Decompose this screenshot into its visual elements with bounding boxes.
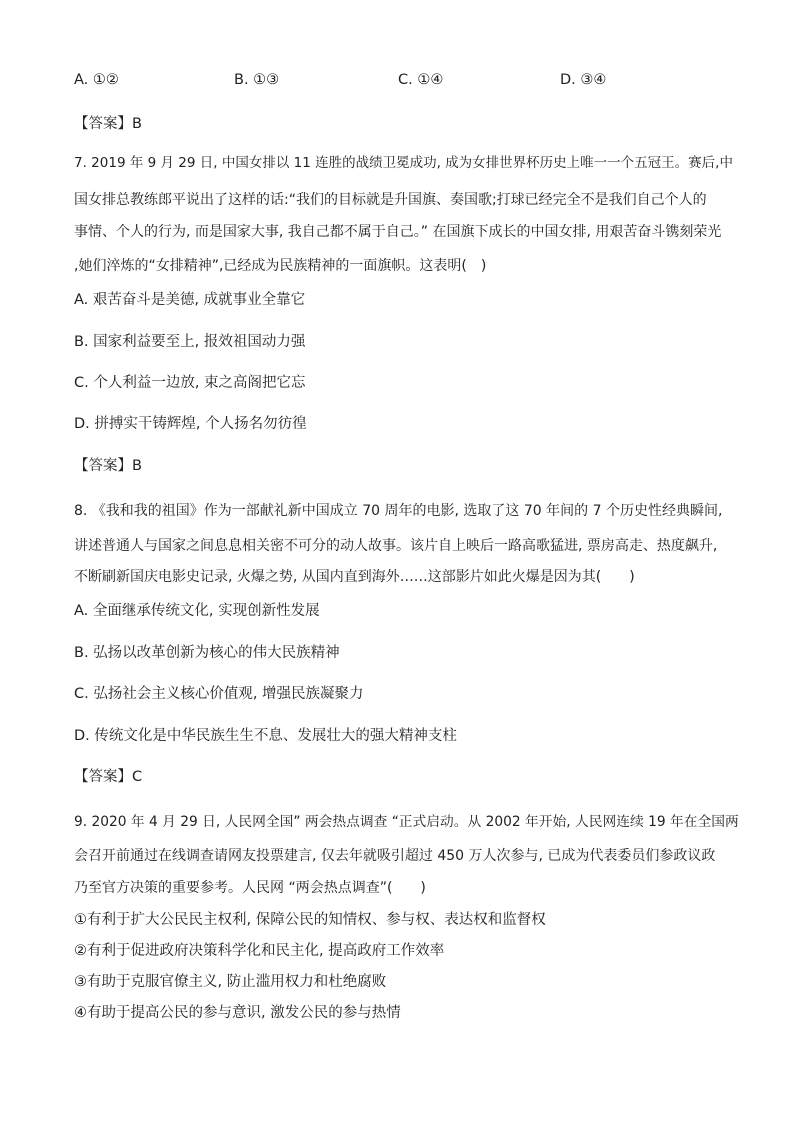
q6-option-a: A. ①② [74, 72, 119, 88]
q9-stem-line-2: 会召开前通过在线调查请网友投票建言, 仅去年就吸引超过 450 万人次参与, 已成为代表委员们参政议政 [74, 848, 716, 864]
q7-option-d: D. 拼搏实干铸辉煌, 个人扬名勿彷徨 [74, 416, 307, 432]
q8-option-d: D. 传统文化是中华民族生生不息、发展壮大的强大精神支柱 [74, 728, 457, 744]
q7-answer: 【答案】B [74, 458, 142, 474]
q8-stem-line-2: 讲述普通人与国家之间息息相关密不可分的动人故事。该片自上映后一路高歌猛进, 票房高走、热度飙升, [74, 538, 718, 554]
q8-answer: 【答案】C [74, 769, 143, 785]
q6-option-c: C. ①④ [398, 72, 444, 88]
q7-option-c: C. 个人利益一边放, 束之高阁把它忘 [74, 375, 306, 391]
q7-stem-line-3: 事情、个人的行为, 而是国家大事, 我自己都不属于自己。” 在国旗下成长的中国女排, 用艰苦奋斗镌刻荣光 [74, 224, 722, 240]
q7-stem-line-1: 7. 2019 年 9 月 29 日, 中国女排以 11 连胜的战绩卫冕成功, 成为女排世界杯历史上唯一一个五冠王。赛后,中 [74, 155, 733, 171]
q6-option-d: D. ③④ [560, 72, 607, 88]
q8-option-a: A. 全面继承传统文化, 实现创新性发展 [74, 603, 320, 619]
q9-stem-line-3: 乃至官方决策的重要参考。人民网 “两会热点调查”( ) [74, 880, 426, 896]
q7-option-b: B. 国家利益要至上, 报效祖国动力强 [74, 334, 306, 350]
q6-option-b: B. ①③ [234, 72, 280, 88]
q8-stem-line-1: 8. 《我和我的祖国》作为一部献礼新中国成立 70 周年的电影, 选取了这 70 年间的 7 个历史性经典瞬间, [74, 503, 723, 519]
q7-option-a: A. 艰苦奋斗是美德, 成就事业全靠它 [74, 292, 306, 308]
q9-stem-line-1: 9. 2020 年 4 月 29 日, 人民网全国” 两会热点调查 “正式启动。从 2002 年开始, 人民网连续 19 年在全国两 [74, 814, 739, 830]
q9-item-2: ②有利于促进政府决策科学化和民主化, 提高政府工作效率 [74, 943, 445, 959]
q6-answer: 【答案】B [74, 116, 142, 132]
q8-stem-line-3: 不断刷新国庆电影史记录, 火爆之势, 从国内直到海外……这部影片如此火爆是因为其( ) [74, 569, 635, 585]
q9-item-1: ①有利于扩大公民民主权利, 保障公民的知情权、参与权、表达权和监督权 [74, 912, 546, 928]
q8-option-c: C. 弘扬社会主义核心价值观, 增强民族凝聚力 [74, 686, 364, 702]
q7-stem-line-4: ,她们淬炼的“女排精神”,已经成为民族精神的一面旗帜。这表明( ) [74, 258, 487, 274]
q7-stem-line-2: 国女排总教练郎平说出了这样的话:“我们的目标就是升国旗、奏国歌;打球已经完全不是我们自己个人的 [74, 192, 707, 208]
q8-option-b: B. 弘扬以改革创新为核心的伟大民族精神 [74, 645, 340, 661]
q9-item-3: ③有助于克服官僚主义, 防止滥用权力和杜绝腐败 [74, 974, 387, 990]
q6-options [74, 72, 734, 92]
q9-item-4: ④有助于提高公民的参与意识, 激发公民的参与热情 [74, 1005, 401, 1021]
